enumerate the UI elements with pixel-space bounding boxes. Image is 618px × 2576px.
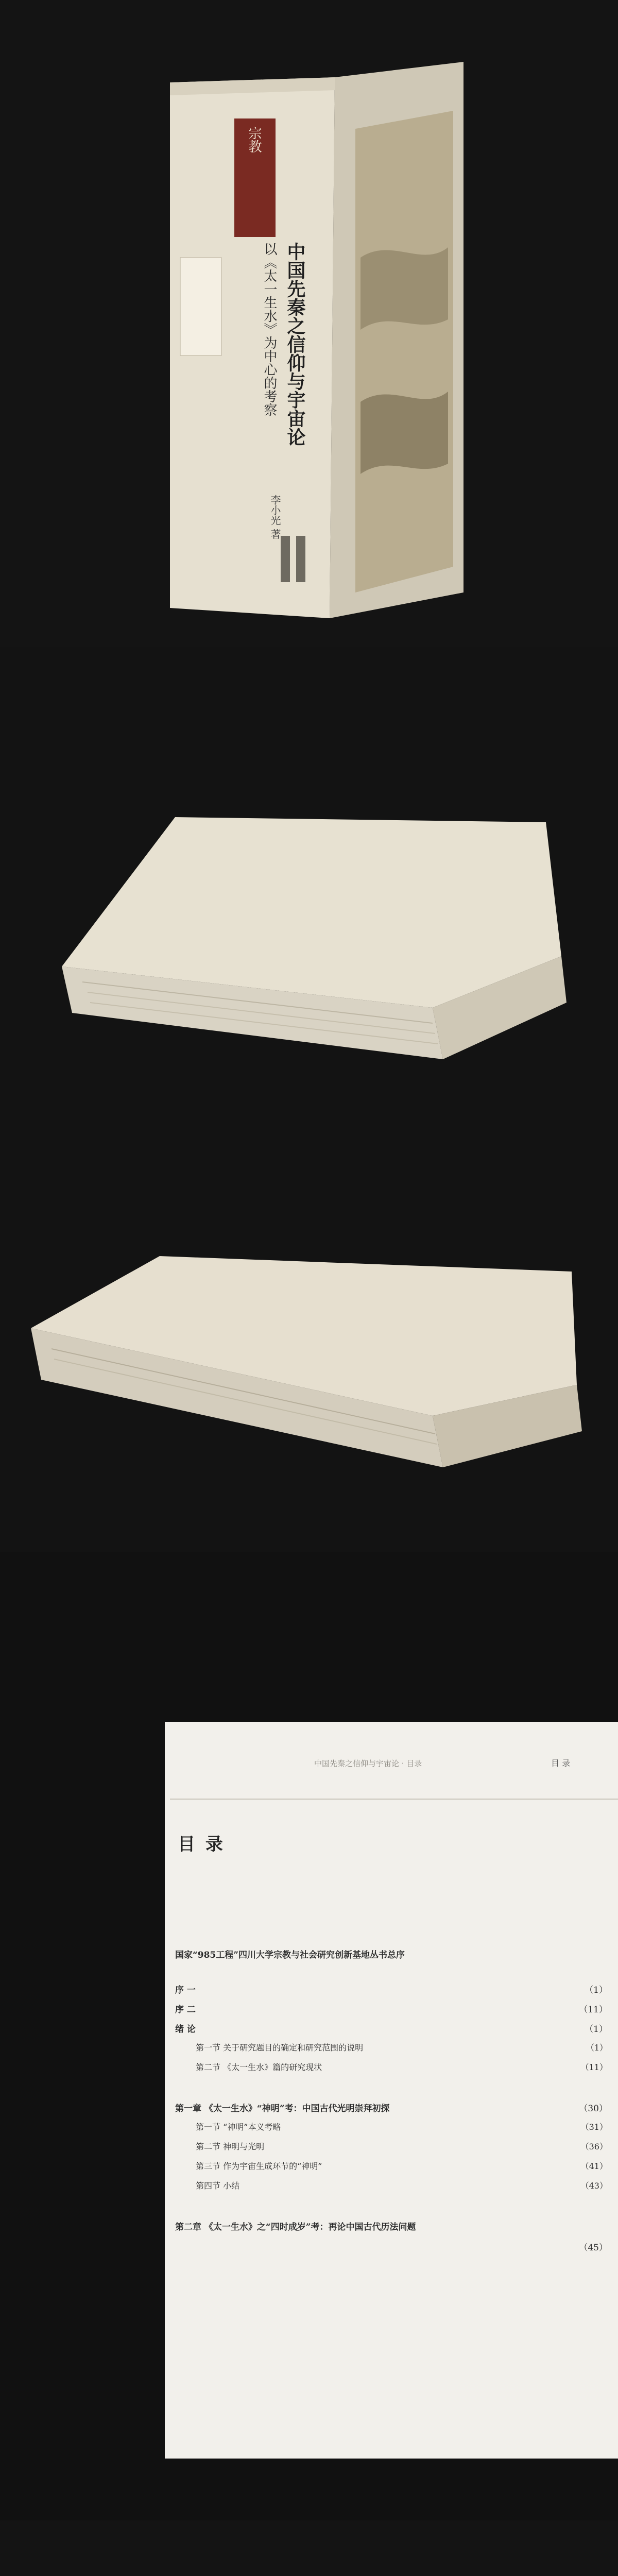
toc-entry-title: 第四节 小结 [196,2181,240,2191]
toc-entry-list [175,1943,608,2253]
toc-entry [175,1943,608,1963]
spine-photo-drawing [0,0,618,647]
spine-title: 中国先秦之信仰与宇宙论 [284,242,306,446]
toc-entry-title: 绪 论 [175,2024,196,2035]
toc-entry [175,2057,608,2076]
photo-book-side-1 [0,647,618,1199]
toc-entry-page: （31） [580,2122,608,2132]
spine-series-label: 宗教 [246,126,262,153]
toc-entry [175,2136,608,2156]
toc-entry-page: （30） [579,2104,608,2114]
toc-entry-title: 第二节 神明与光明 [196,2142,265,2151]
toc-entry-page: （1） [585,1985,608,1995]
toc-heading: 目 录 [178,1834,225,1855]
toc-entry-title: 第二章 《太一生水》之“四时成岁”考：再论中国古代历法问题 [175,2222,416,2232]
spine-subtitle: 以《太一生水》为中心的考察 [262,242,277,416]
toc-entry-title: 第一节 “神明”本义考略 [196,2122,281,2132]
toc-entry-page: （43） [580,2181,608,2191]
toc-running-head: 中国先秦之信仰与宇宙论 · 目录 [314,1759,422,1768]
open-book-1-drawing [0,2520,618,2576]
toc-entry-page: （45） [579,2243,608,2253]
toc-entry [175,2175,608,2195]
toc-entry-page: （41） [580,2161,608,2171]
toc-entry-title: 第二节 《太一生水》篇的研究现状 [196,2062,322,2072]
toc-entry-page: （11） [579,2005,608,2015]
toc-entry [175,2018,608,2037]
toc-entry-title: 第一章 《太一生水》“神明”考：中国古代光明崇拜初探 [175,2104,390,2114]
toc-entry-title: 序 二 [175,2005,196,2015]
photo-open-book-1 [0,2520,618,2576]
photo-book-side-2 [0,1199,618,1552]
spine-author: 李小光 著 [269,495,281,539]
toc-entry-title: 第一节 关于研究题目的确定和研究范围的说明 [196,2043,364,2053]
photo-book-spine [0,0,618,647]
toc-entry-page: （1） [586,2043,608,2053]
toc-entry-title: 国家“985工程”四川大学宗教与社会研究创新基地丛书总序 [175,1950,405,1960]
toc-entry-title: 序 一 [175,1985,196,1995]
toc-entry [175,2037,608,2057]
photo-toc-page [0,1552,618,2520]
toc-page-label: 目 录 [551,1758,571,1768]
toc-entry-page: （11） [580,2062,608,2072]
toc-entry [175,2116,608,2136]
side-photo-2-drawing [0,1199,618,1552]
toc-entry [175,1978,608,1998]
toc-entry [175,1998,608,2018]
toc-entry-title: 第三节 作为宇宙生成环节的“神明” [196,2161,322,2171]
toc-entry-page: （1） [585,2024,608,2035]
toc-entry-page: （36） [580,2142,608,2151]
toc-entry [175,2156,608,2175]
toc-entry [175,2097,608,2116]
toc-entry [175,2215,608,2253]
side-photo-1-drawing [0,647,618,1199]
